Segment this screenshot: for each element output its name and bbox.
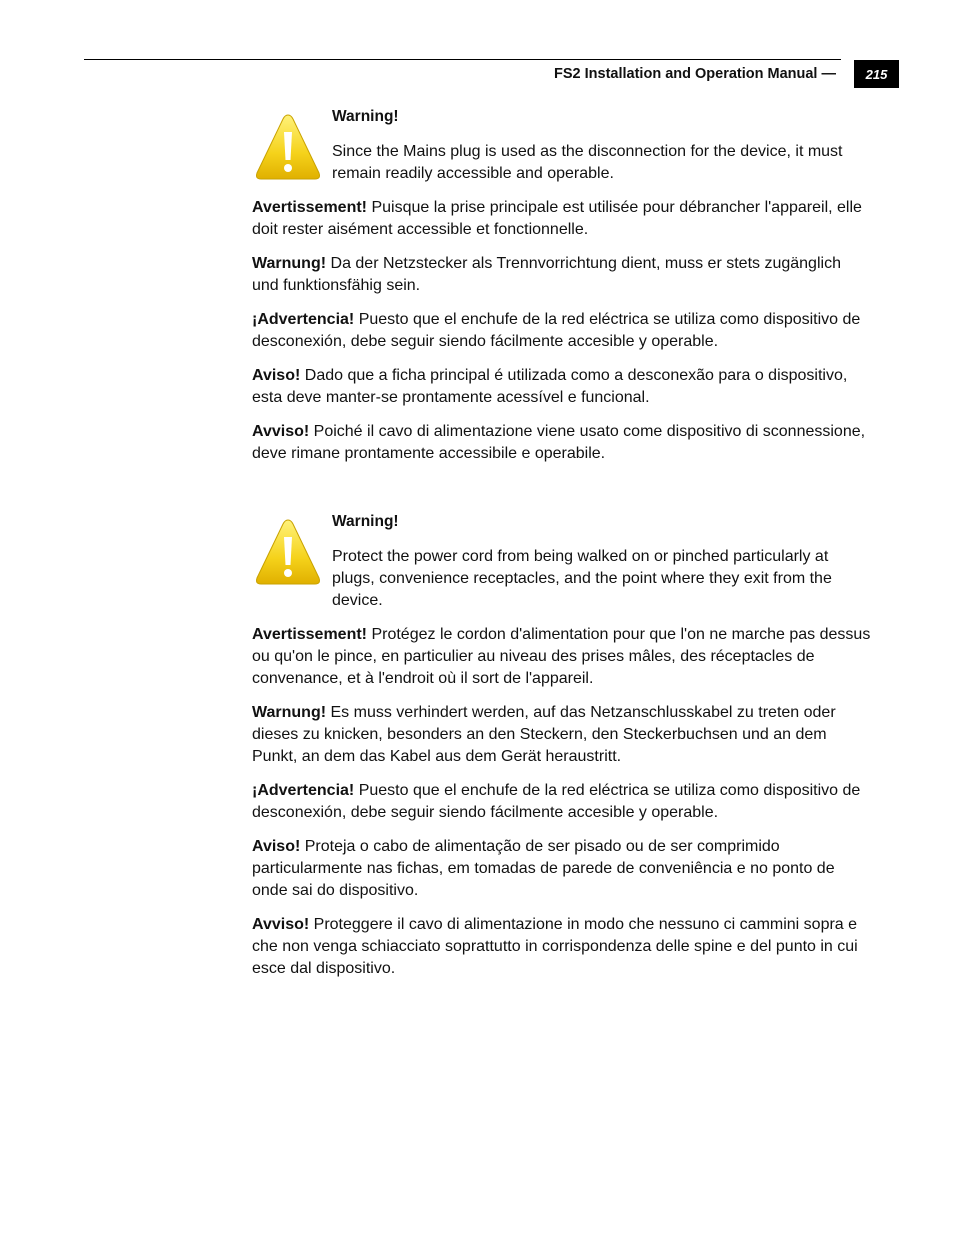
translation-paragraph — [252, 836, 872, 902]
language-label: Aviso! — [252, 367, 301, 384]
translation-text: Proteggere il cavo di alimentazione in modo che nessuno ci cammini sopra e che non venga schiacciato soprattutto in corrispondenza delle spine e del punto in cui esce dal dispositivo. — [252, 916, 858, 977]
warning-text: Protect the power cord from being walked on or pinched particularly at plugs, convenience receptacles, and the point where they exit from the device. — [332, 548, 832, 609]
translation-text: Puesto que el enchufe de la red eléctrica se utiliza como dispositivo de desconexión, debe seguir siendo fácilmente accesible y operable. — [252, 782, 861, 821]
translation-paragraph — [252, 365, 872, 409]
translation-text: Poiché il cavo di alimentazione viene usato come dispositivo di sconnessione, deve rimane prontamente accessibile e operabile. — [252, 423, 866, 462]
warning-title: Warning! — [332, 513, 399, 530]
language-label: Aviso! — [252, 838, 301, 855]
warning-text: Since the Mains plug is used as the disconnection for the device, it must remain readily accessible and operable. — [332, 143, 843, 182]
language-label: Avviso! — [252, 423, 310, 440]
translation-text: Puisque la prise principale est utilisée pour débrancher l'appareil, elle doit rester aisément accessible et fonctionnelle. — [252, 199, 862, 238]
translation-paragraph — [252, 624, 872, 690]
translation-paragraph — [252, 253, 872, 297]
translation-text: Es muss verhindert werden, auf das Netzanschlusskabel zu treten oder dieses zu knicken, besonders an den Steckern, den Steckerbuchsen und an dem Punkt, an dem das Kabel aus dem Gerät heraustritt. — [252, 704, 836, 765]
warning-title: Warning! — [332, 108, 399, 125]
language-label: ¡Advertencia! — [252, 782, 355, 799]
warning-triangle-icon — [254, 517, 322, 587]
translation-text: Proteja o cabo de alimentação de ser pisado ou de ser comprimido particularmente nas fichas, em tomadas de parede de conveniência e no ponto de onde sai do dispositivo. — [252, 838, 835, 899]
language-label: Avviso! — [252, 916, 310, 933]
page-number-badge — [854, 60, 899, 88]
translation-paragraph — [252, 421, 872, 465]
header-rule — [84, 59, 841, 60]
warning-triangle-icon — [254, 112, 322, 182]
translation-paragraph — [252, 197, 872, 241]
translation-text: Dado que a ficha principal é utilizada como a desconexão para o dispositivo, esta deve manter-se prontamente acessível e funcional. — [252, 367, 848, 406]
language-label: Warnung! — [252, 704, 327, 721]
page-number: 215 — [865, 66, 888, 82]
translation-paragraph — [252, 780, 872, 824]
running-header: FS2 Installation and Operation Manual — — [554, 66, 836, 82]
language-label: Avertissement! — [252, 199, 368, 216]
translation-text: Protégez le cordon d'alimentation pour que l'on ne marche pas dessus ou qu'on le pince, en particulier au niveau des prises mâles, des réceptacles de convenance, et à l'endroit où il sort de l'appareil. — [252, 626, 871, 687]
language-label: Avertissement! — [252, 626, 368, 643]
language-label: Warnung! — [252, 255, 327, 272]
translation-text: Puesto que el enchufe de la red eléctrica se utiliza como dispositivo de desconexión, debe seguir siendo fácilmente accesible y operable. — [252, 311, 861, 350]
translation-text: Da der Netzstecker als Trennvorrichtung dient, muss er stets zugänglich und funktionsfähig sein. — [252, 255, 841, 294]
language-label: ¡Advertencia! — [252, 311, 355, 328]
translation-paragraph — [252, 702, 872, 768]
translation-paragraph — [252, 309, 872, 353]
translation-paragraph — [252, 914, 872, 980]
